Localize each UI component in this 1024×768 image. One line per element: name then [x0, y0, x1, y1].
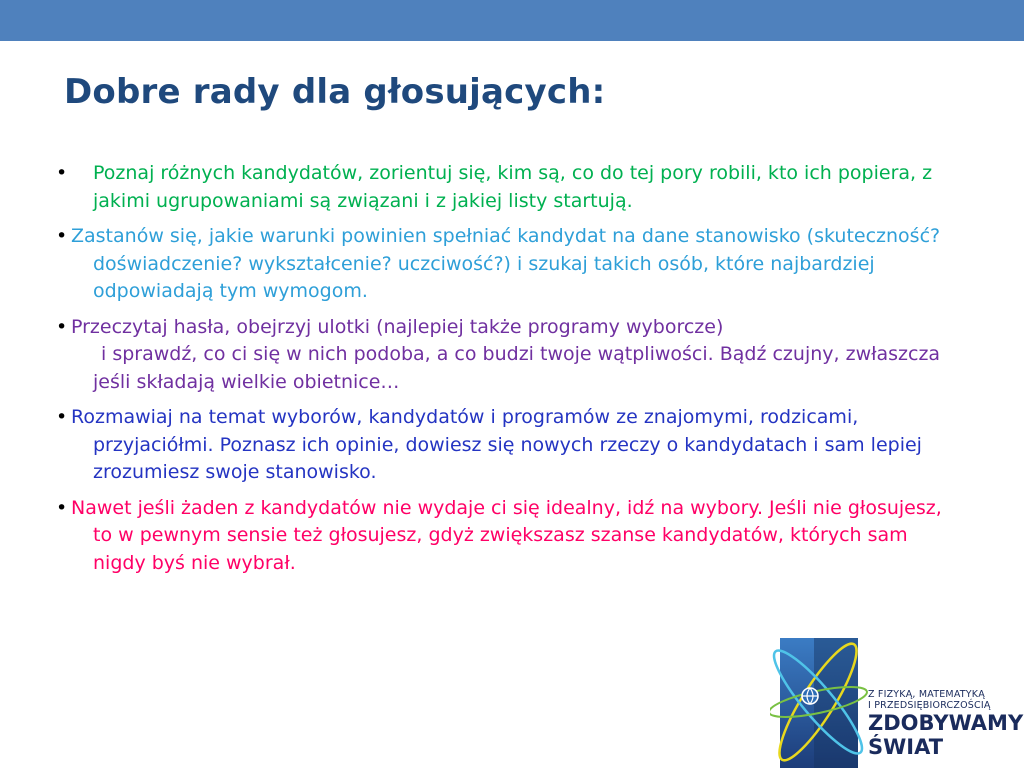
bullet-text-line: Przeczytaj hasła, obejrzyj ulotki (najlepiej także programy wyborcze)	[71, 315, 724, 338]
logo-title-line: ZDOBYWAMY	[868, 711, 1024, 735]
bullet-marker: •	[56, 225, 68, 247]
logo-subtitle-line: Z FIZYKĄ, MATEMATYKĄ	[868, 689, 985, 700]
bullet-text	[71, 316, 940, 393]
bullet-text: Zastanów się, jakie warunki powinien spełniać kandydat na dane stanowisko (skuteczność? doświadczenie? wykształcenie? uczciwość?) i szukaj takich osób, które najbardziej odpowiadają tym wymogom.	[71, 225, 941, 302]
bullet-item	[56, 160, 956, 215]
logo-title-line: ŚWIAT	[868, 735, 944, 759]
logo-subtitle-line: I PRZEDSIĘBIORCZOŚCIĄ	[868, 700, 991, 711]
bullet-marker: •	[56, 496, 68, 519]
top-accent-bar	[0, 0, 1024, 41]
bullet-text: Nawet jeśli żaden z kandydatów nie wydaje ci się idealny, idź na wybory. Jeśli nie głosujesz, to w pewnym sensie też głosujesz, gdyż zwiększasz szanse kandydatów, których sam nigdy byś nie wybrał.	[71, 496, 942, 574]
bullet-text: Poznaj różnych kandydatów, zorientuj się, kim są, co do tej pory robili, kto ich popiera, z jakimi ugrupowaniami są związani i z jakiej listy startują.	[93, 162, 933, 212]
bullet-list	[56, 160, 956, 585]
bullet-text-line: i sprawdź, co ci się w nich podoba, a co budzi twoje wątpliwości. Bądź czujny, zwłaszcza jeśli składają wielkie obietnice…	[93, 343, 941, 393]
bullet-item	[56, 314, 956, 397]
bullet-marker: •	[56, 406, 68, 428]
logo-caption	[868, 689, 1023, 759]
bullet-text: Rozmawiaj na temat wyborów, kandydatów i programów ze znajomymi, rodzicami, przyjaciółmi. Poznasz ich opinie, dowiesz się nowych rzeczy o kandydatach i sam lepiej zrozumiesz swoje stanowisko.	[71, 406, 922, 483]
slide-title: Dobre rady dla głosujących:	[64, 72, 606, 112]
bullet-item	[56, 404, 956, 487]
bullet-item	[56, 495, 956, 578]
bullet-item	[56, 223, 956, 306]
bullet-marker: •	[56, 315, 68, 338]
bullet-marker: •	[56, 162, 68, 184]
